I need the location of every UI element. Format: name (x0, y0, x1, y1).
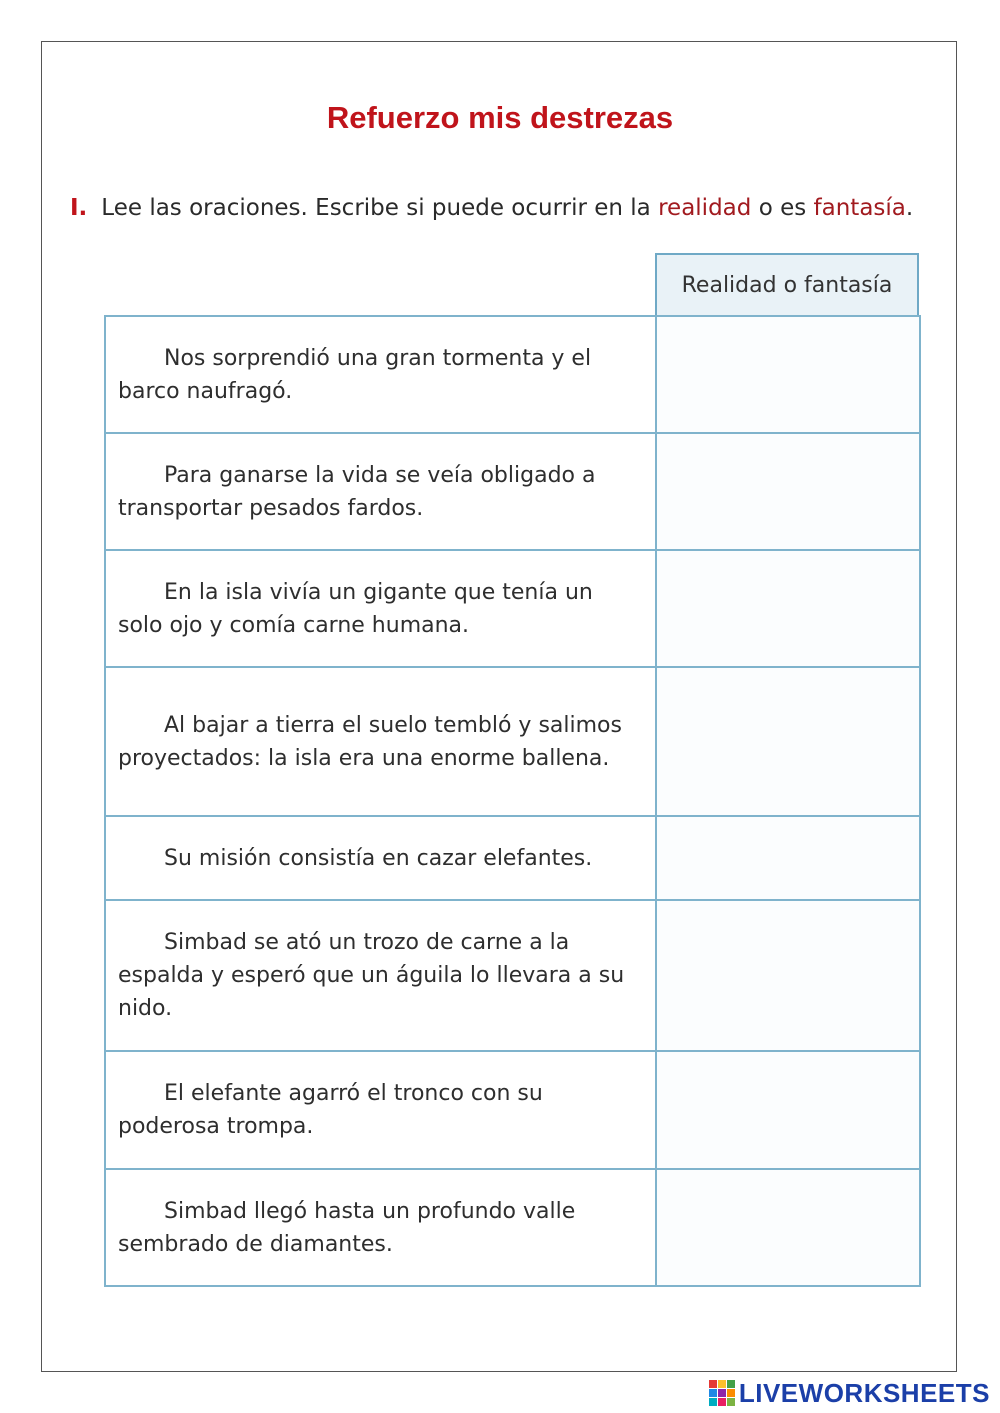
liveworksheets-brand[interactable] (709, 1378, 990, 1408)
answer-input-cell[interactable] (656, 816, 920, 900)
answer-input-cell[interactable] (656, 550, 920, 667)
table-row (105, 1051, 920, 1169)
instruction-text-middle: o es (758, 195, 807, 221)
sentence-text: Nos sorprendió una gran tormenta y el barco naufragó. (118, 345, 592, 404)
logo-square (718, 1398, 726, 1406)
instruction-highlight-realidad: realidad (658, 195, 752, 221)
instruction-text-before: Lee las oraciones. Escribe si puede ocurrir en la (101, 195, 651, 221)
sentence-cell (105, 316, 656, 433)
sentence-text: Simbad llegó hasta un profundo valle sembrado de diamantes. (118, 1198, 576, 1257)
answer-column-header: Realidad o fantasía (655, 253, 919, 317)
sentence-text: Su misión consistía en cazar elefantes. (164, 845, 593, 871)
table-row (105, 550, 920, 667)
instruction-number: I. (70, 195, 88, 221)
logo-square (718, 1389, 726, 1397)
sentences-table (104, 315, 921, 1287)
table-row (105, 667, 920, 816)
table-row (105, 816, 920, 900)
instruction (70, 195, 950, 221)
answer-input-cell[interactable] (656, 667, 920, 816)
sentence-cell (105, 1051, 656, 1169)
table-row (105, 433, 920, 550)
sentence-text: El elefante agarró el tronco con su poderosa trompa. (118, 1081, 543, 1139)
table-row (105, 1169, 920, 1286)
logo-square (727, 1389, 735, 1397)
logo-square (727, 1380, 735, 1388)
answer-input-cell[interactable] (656, 1051, 920, 1169)
table-row (105, 900, 920, 1051)
sentence-cell (105, 900, 656, 1051)
liveworksheets-brand-text: LIVEWORKSHEETS (738, 1377, 990, 1408)
sentence-text: En la isla vivía un gigante que tenía un solo ojo y comía carne humana. (118, 579, 593, 638)
answer-input-cell[interactable] (656, 433, 920, 550)
logo-square (709, 1380, 717, 1388)
answer-input-cell[interactable] (656, 1169, 920, 1286)
sentence-cell (105, 550, 656, 667)
logo-square (709, 1389, 717, 1397)
instruction-text-after: . (905, 195, 914, 221)
logo-square (718, 1380, 726, 1388)
instruction-highlight-fantasia: fantasía (813, 195, 906, 221)
sentence-cell (105, 667, 656, 816)
page-title: Refuerzo mis destrezas (326, 100, 674, 135)
sentence-text: Al bajar a tierra el suelo tembló y salimos proyectados: la isla era una enorme ballena. (118, 712, 622, 771)
answer-input-cell[interactable] (656, 900, 920, 1051)
sentence-text: Simbad se ató un trozo de carne a la espalda y esperó que un águila lo llevara a su nido. (118, 930, 625, 1021)
sentence-text: Para ganarse la vida se veía obligado a transportar pesados fardos. (118, 462, 596, 521)
sentence-cell (105, 816, 656, 900)
liveworksheets-logo-icon (709, 1380, 735, 1406)
sentence-cell (105, 433, 656, 550)
table-row (105, 316, 920, 433)
logo-square (727, 1398, 735, 1406)
answer-input-cell[interactable] (656, 316, 920, 433)
logo-square (709, 1398, 717, 1406)
sentence-cell (105, 1169, 656, 1286)
